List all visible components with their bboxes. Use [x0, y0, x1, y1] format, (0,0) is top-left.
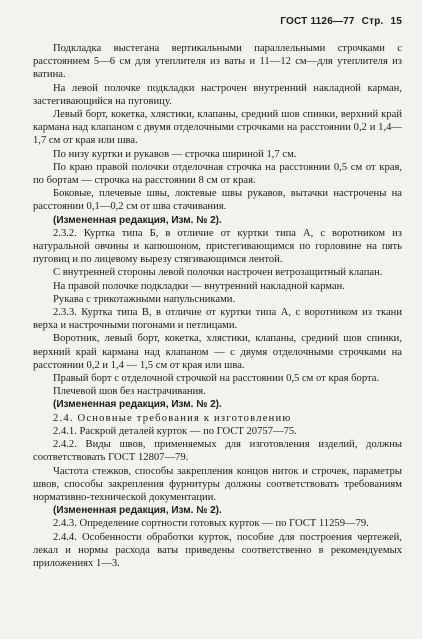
paragraph-2-4-4: 2.4.4. Особенности обработки курток, пособие для построения чертежей, лекал и нормы расхода ваты приведены соответственно в рекомендуемых приложениях 1—3.: [33, 531, 402, 569]
standard-number: ГОСТ 1126—77: [280, 16, 355, 27]
paragraph-collar-stitching: Воротник, левый борт, кокетка, хлястики, клапаны, средний шов спинки, верхний край кармана над клапаном — с двумя отделочными строчками на расстоянии 0,2 и 1,4 — 1,5 см от края или шва.: [33, 333, 402, 371]
amendment-note: (Измененная редакция, Изм. № 2).: [53, 505, 222, 517]
paragraph-stitch-frequency: Частота стежков, способы закрепления концов ниток и строчек, параметры швов, способы закрепления фурнитуры должны соответствовать требованиям нормативно-технической документации.: [33, 465, 402, 503]
paragraph-right-front-edge: Правый борт с отделочной строчкой на расстоянии 0,5 см от края борта.: [53, 373, 380, 385]
paragraph-2-4-3: 2.4.3. Определение сортности готовых курток — по ГОСТ 11259—79.: [53, 518, 369, 530]
amendment-note: (Измененная редакция, Изм. № 2).: [53, 214, 222, 226]
page-number: 15: [390, 16, 402, 27]
document-body: [33, 42, 402, 570]
paragraph-shoulder-seam: Плечевой шов без настрачивания.: [53, 386, 206, 398]
paragraph-knit-cuffs: Рукава с трикотажными напульсниками.: [53, 293, 236, 305]
page-label: Стр.: [361, 16, 384, 27]
paragraph-inner-pocket: На левой полочке подкладки настрочен внутренний накладной карман, застегивающийся на пуговицу.: [33, 82, 402, 107]
page-header: [276, 16, 402, 27]
paragraph-decorative-stitching: Левый борт, кокетка, хлястики, клапаны, средний шов спинки, верхний край кармана над клапаном с двумя отделочными строчками на расстоянии 0,2 и 1,4—1,7 см от края или шва.: [33, 109, 402, 147]
paragraph-hem-stitch: По низу куртки и рукавов — строчка шириной 1,7 см.: [53, 148, 297, 160]
section-heading-2-4: 2.4. Основные требования к изготовлению: [53, 412, 292, 424]
paragraph-wind-flap: С внутренней стороны левой полочки настрочен ветрозащитный клапан.: [53, 267, 383, 279]
paragraph-right-pocket: На правой полочке подкладки — внутренний накладной карман.: [53, 280, 345, 292]
paragraph-side-seams: Боковые, плечевые швы, локтевые швы рукавов, вытачки настрочены на расстоянии 0,1—0,2 см от шва стачивания.: [33, 188, 402, 213]
amendment-note: (Измененная редакция, Изм. № 2).: [53, 399, 222, 411]
paragraph-right-front-stitch: По краю правой полочки отделочная строчка на расстоянии 0,5 см от края, по бортам — строчка на расстоянии 8 см от края.: [33, 161, 402, 187]
paragraph-2-3-3: 2.3.3. Куртка типа В, в отличие от куртки типа А, с воротником из ткани верха и настрочными погонами и петлицами.: [33, 307, 402, 332]
paragraph-2-4-1: 2.4.1. Раскрой деталей курток — по ГОСТ 20757—75.: [53, 425, 297, 437]
paragraph-2-4-2: 2.4.2. Виды швов, применяемых для изготовления изделий, должны соответствовать ГОСТ 12807—79.: [33, 439, 402, 464]
paragraph-2-3-2: 2.3.2. Куртка типа Б, в отличие от куртки типа А, с воротником из натуральной овчины и капюшоном, пристегивающимся по горловине на пять пуговиц и по лицевому вырезу стягивающимся лентой.: [33, 227, 402, 266]
paragraph-lining-quilting: Подкладка выстегана вертикальными параллельными строчками с расстоянием 5—6 см для утеплителя из ваты и 11—12 см—для утеплителя из ватина.: [33, 43, 402, 81]
